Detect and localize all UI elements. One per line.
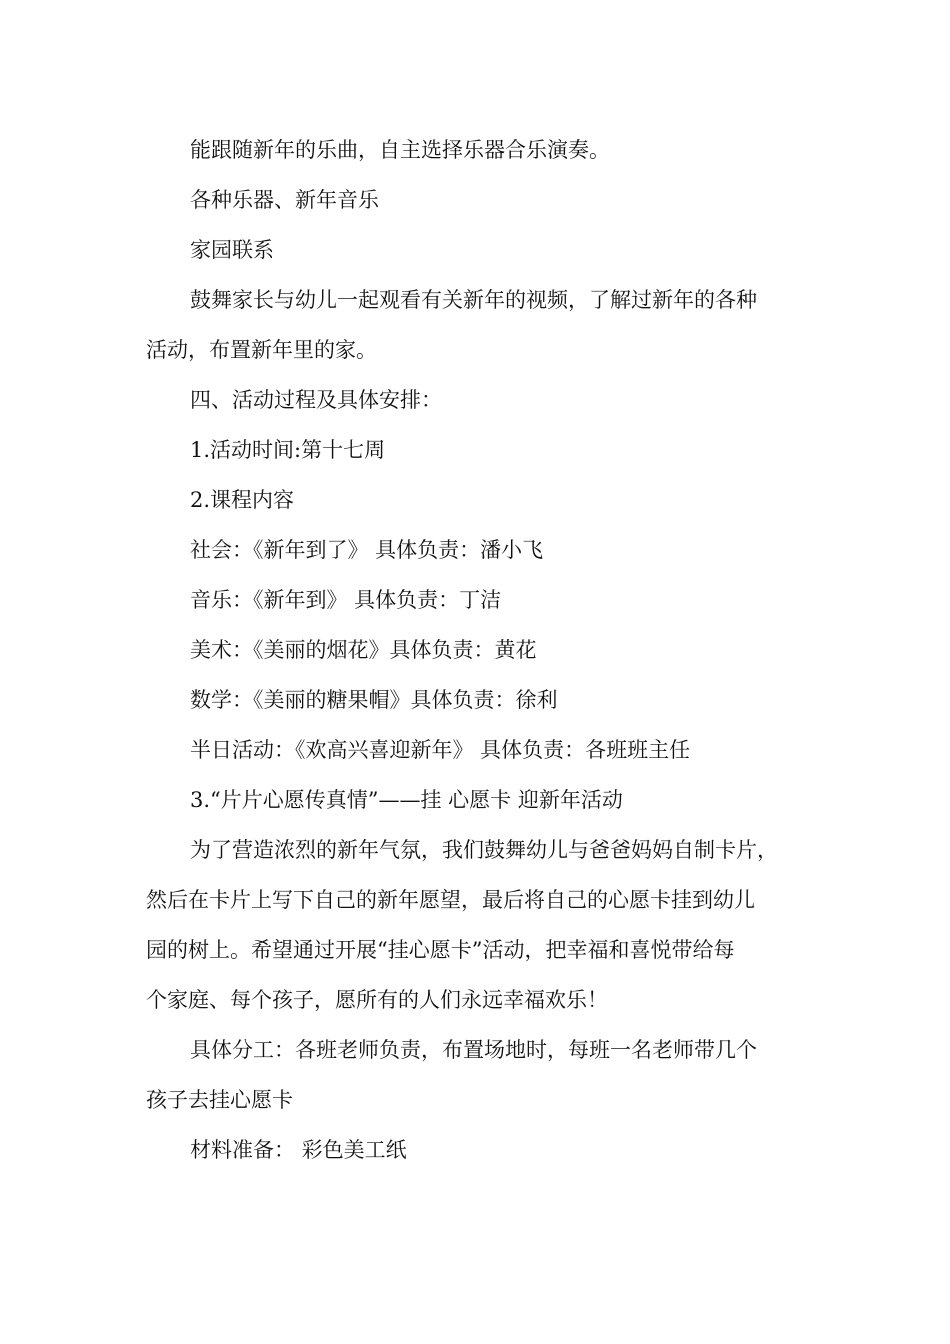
course-item: 数学：《美丽的糖果帽》具体负责：徐利 <box>190 688 558 712</box>
paragraph-line: 材料准备： 彩色美工纸 <box>190 1138 407 1162</box>
paragraph-line: 然后在卡片上写下自己的新年愿望，最后将自己的心愿卡挂到幼儿 <box>146 888 755 912</box>
list-item: 2.课程内容 <box>190 488 295 512</box>
course-item: 美术：《美丽的烟花》具体负责：黄花 <box>190 638 537 662</box>
paragraph-line: 活动，布置新年里的家。 <box>146 338 377 362</box>
course-item: 社会：《新年到了》 具体负责：潘小飞 <box>190 538 544 562</box>
paragraph-line: 鼓舞家长与幼儿一起观看有关新年的视频，了解过新年的各种 <box>190 288 757 312</box>
paragraph-line: 个家庭、每个孩子，愿所有的人们永远幸福欢乐！ <box>146 988 608 1012</box>
course-item: 半日活动：《欢高兴喜迎新年》 具体负责：各班班主任 <box>190 738 691 762</box>
text-line: 能跟随新年的乐曲，自主选择乐器合乐演奏。 <box>190 138 610 162</box>
paragraph-line: 为了营造浓烈的新年气氛，我们鼓舞幼儿与爸爸妈妈自制卡片， <box>190 838 778 862</box>
list-item: 1.活动时间:第十七周 <box>190 438 386 462</box>
section-heading: 家园联系 <box>190 238 274 262</box>
course-item: 音乐：《新年到》 具体负责：丁洁 <box>190 588 502 612</box>
paragraph-line: 孩子去挂心愿卡 <box>146 1088 293 1112</box>
paragraph-line: 园的树上。希望通过开展“挂心愿卡”活动，把幸福和喜悦带给每 <box>146 938 735 962</box>
section-heading: 四、活动过程及具体安排： <box>190 388 442 412</box>
paragraph-line: 具体分工：各班老师负责，布置场地时，每班一名老师带几个 <box>190 1038 757 1062</box>
list-item: 3.“片片心愿传真情”——挂 心愿卡 迎新年活动 <box>190 788 623 812</box>
text-line: 各种乐器、新年音乐 <box>190 188 379 212</box>
